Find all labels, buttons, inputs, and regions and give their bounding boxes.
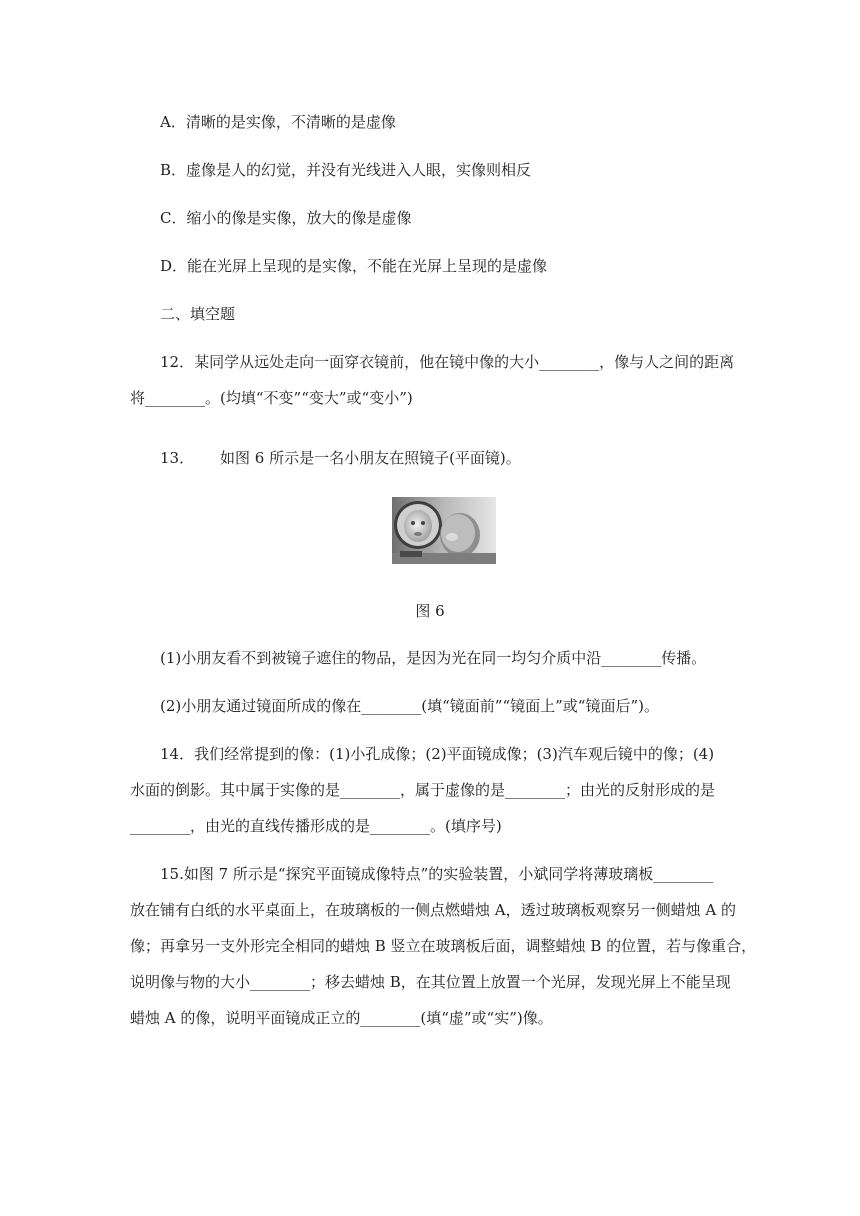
- q13-sub1: (1)小朋友看不到被镜子遮住的物品，是因为光在同一均匀介质中沿________传播。: [160, 649, 707, 667]
- option-c: C．缩小的像是实像，放大的像是虚像: [160, 209, 412, 227]
- q14-line2: 水面的倒影。其中属于实像的是________，属于虚像的是________；由光的反射形成的是: [130, 781, 716, 799]
- figure-6-caption: 图 6: [415, 602, 445, 620]
- q15-line4: 说明像与物的大小________；移去蜡烛 B，在其位置上放置一个光屏，发现光屏上不能呈现: [130, 973, 731, 991]
- q12-line2: 将________。(均填“不变”“变大”或“变小”): [130, 389, 413, 407]
- q14-line1: 14．我们经常提到的像：(1)小孔成像；(2)平面镜成像；(3)汽车观后镜中的像；(4): [160, 745, 715, 763]
- q12-line1: 12．某同学从远处走向一面穿衣镜前，他在镜中像的大小________，像与人之间的距离: [160, 353, 735, 371]
- q14-line3: ________，由光的直线传播形成的是________。(填序号): [130, 817, 502, 835]
- child-mirror-illustration: [392, 497, 496, 564]
- q15-line5: 蜡烛 A 的像，说明平面镜成正立的________(填“虚”或“实”)像。: [130, 1009, 553, 1027]
- section-title: 二、填空题: [160, 305, 236, 323]
- q15-line3: 像；再拿另一支外形完全相同的蜡烛 B 竖立在玻璃板后面，调整蜡烛 B 的位置，若与像重合，: [130, 937, 757, 955]
- option-a: A．清晰的是实像，不清晰的是虚像: [160, 113, 396, 131]
- option-b: B．虚像是人的幻觉，并没有光线进入人眼，实像则相反: [160, 161, 532, 179]
- q13-number: 13．: [160, 449, 195, 467]
- q15-line1: 15.如图 7 所示是“探究平面镜成像特点”的实验装置，小斌同学将薄玻璃板________: [160, 865, 714, 883]
- option-d: D．能在光屏上呈现的是实像，不能在光屏上呈现的是虚像: [160, 257, 548, 275]
- q13-text: 如图 6 所示是一名小朋友在照镜子(平面镜)。: [220, 449, 521, 467]
- q13-sub2: (2)小朋友通过镜面所成的像在________(填“镜面前”“镜面上”或“镜面后”)。: [160, 697, 659, 715]
- q15-line2: 放在铺有白纸的水平桌面上，在玻璃板的一侧点燃蜡烛 A，透过玻璃板观察另一侧蜡烛 A 的: [130, 901, 736, 919]
- figure-6-child-mirror-photo: [392, 497, 496, 564]
